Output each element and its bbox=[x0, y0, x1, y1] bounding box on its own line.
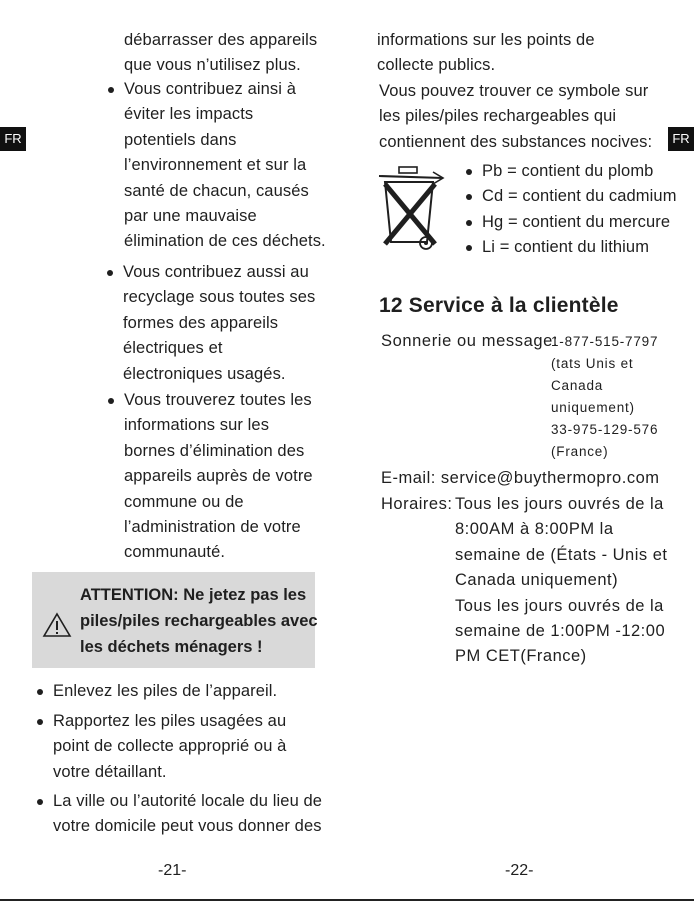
text-line: élimination de ces déchets. bbox=[124, 232, 326, 251]
language-tab-right: FR bbox=[668, 127, 694, 151]
warning-text bbox=[80, 582, 318, 660]
text-line: Tous les jours ouvrés de la bbox=[455, 596, 664, 615]
bottom-divider bbox=[0, 899, 694, 901]
text-line: Vous pouvez trouver ce symbole sur bbox=[379, 81, 649, 100]
text-line: 8:00AM à 8:00PM la bbox=[455, 520, 614, 539]
text-line: uniquement) bbox=[551, 400, 635, 415]
list-item: Cd = contient du cadmium bbox=[482, 187, 677, 205]
intro-text-right bbox=[377, 28, 652, 155]
warning-triangle-icon bbox=[42, 612, 72, 638]
warning-box bbox=[32, 572, 318, 668]
text-line: votre détaillant. bbox=[53, 762, 167, 781]
text-line: Rapportez les piles usagées au bbox=[53, 712, 287, 730]
substance-list bbox=[482, 235, 649, 260]
list-item: Pb = contient du plomb bbox=[482, 162, 654, 180]
text-line: les piles/piles rechargeables qui bbox=[379, 107, 617, 126]
text-line: Canada bbox=[551, 378, 604, 393]
page-number-left: -21- bbox=[158, 862, 187, 879]
list-item-return-batteries bbox=[53, 709, 286, 785]
text-line: électroniques usagés. bbox=[123, 364, 286, 383]
text-line: potentiels dans bbox=[124, 130, 237, 149]
text-line: les déchets ménagers ! bbox=[80, 638, 263, 656]
text-line: collecte publics. bbox=[377, 56, 496, 75]
text-line: semaine de (États - Unis et bbox=[455, 545, 668, 564]
text-line: santé de chacun, causés bbox=[124, 181, 309, 200]
phone-details bbox=[551, 331, 658, 463]
list-item: Li = contient du lithium bbox=[482, 238, 650, 256]
text-line: 33-975-129-576 bbox=[551, 422, 659, 437]
list-item: Hg = contient du mercure bbox=[482, 213, 671, 231]
text-line: (France) bbox=[551, 444, 609, 459]
text-line: recyclage sous toutes ses bbox=[123, 288, 316, 307]
hours-label: Horaires: bbox=[381, 495, 453, 513]
text-line: point de collecte approprié ou à bbox=[53, 737, 287, 756]
text-line: votre domicile peut vous donner des bbox=[53, 817, 322, 836]
bullet-environment bbox=[124, 77, 326, 255]
text-line: La ville ou l’autorité locale du lieu de bbox=[53, 792, 323, 810]
substance-list bbox=[482, 210, 670, 235]
substance-list bbox=[482, 159, 653, 184]
list-item-remove-batteries bbox=[53, 679, 277, 704]
bullet-information bbox=[124, 388, 313, 566]
text-line: contiennent des substances nocives: bbox=[379, 132, 653, 151]
bullet-recycling bbox=[123, 260, 315, 387]
text-line: l’administration de votre bbox=[124, 518, 301, 537]
text-line: par une mauvaise bbox=[124, 207, 257, 226]
crossed-out-wheelie-bin-icon bbox=[375, 164, 447, 252]
text-line: appareils auprès de votre bbox=[124, 467, 313, 486]
text-line: Enlevez les piles de l’appareil. bbox=[53, 682, 278, 700]
language-tab-left: FR bbox=[0, 127, 26, 151]
text-line: Canada uniquement) bbox=[455, 571, 619, 590]
text-line: informations sur les bbox=[124, 416, 270, 435]
text-line: débarrasser des appareils bbox=[124, 31, 318, 49]
text-line: l’environnement et sur la bbox=[124, 156, 307, 175]
text-line: piles/piles rechargeables avec bbox=[80, 612, 318, 630]
intro-text-left bbox=[124, 28, 317, 79]
text-line: Vous trouverez toutes les bbox=[124, 391, 312, 409]
page-number-right: -22- bbox=[505, 862, 534, 879]
text-line: bornes d’élimination des bbox=[124, 441, 305, 460]
email-text: E-mail: service@buythermopro.com bbox=[381, 469, 660, 487]
text-line: informations sur les points de bbox=[377, 31, 595, 49]
text-line: éviter les impacts bbox=[124, 105, 254, 124]
text-line: Vous contribuez aussi au bbox=[123, 263, 309, 281]
text-line: Vous contribuez ainsi à bbox=[124, 80, 296, 98]
text-line: ATTENTION: Ne jetez pas les bbox=[80, 586, 307, 604]
text-line: que vous n’utilisez plus. bbox=[124, 56, 301, 75]
text-line: formes des appareils bbox=[123, 313, 279, 332]
section-title: 12 Service à la clientèle bbox=[379, 294, 619, 317]
text-line: semaine de 1:00PM -12:00 bbox=[455, 622, 666, 641]
phone-label: Sonnerie ou message: bbox=[381, 332, 559, 350]
hours-details bbox=[455, 492, 668, 670]
text-line: 1-877-515-7797 bbox=[551, 334, 659, 349]
text-line: (tats Unis et bbox=[551, 356, 634, 371]
text-line: communauté. bbox=[124, 543, 226, 562]
substance-list bbox=[482, 184, 677, 209]
list-item-local-authority bbox=[53, 789, 322, 840]
text-line: PM CET(France) bbox=[455, 647, 587, 666]
text-line: électriques et bbox=[123, 339, 223, 358]
text-line: commune ou de bbox=[124, 492, 244, 511]
text-line: Tous les jours ouvrés de la bbox=[455, 495, 664, 513]
